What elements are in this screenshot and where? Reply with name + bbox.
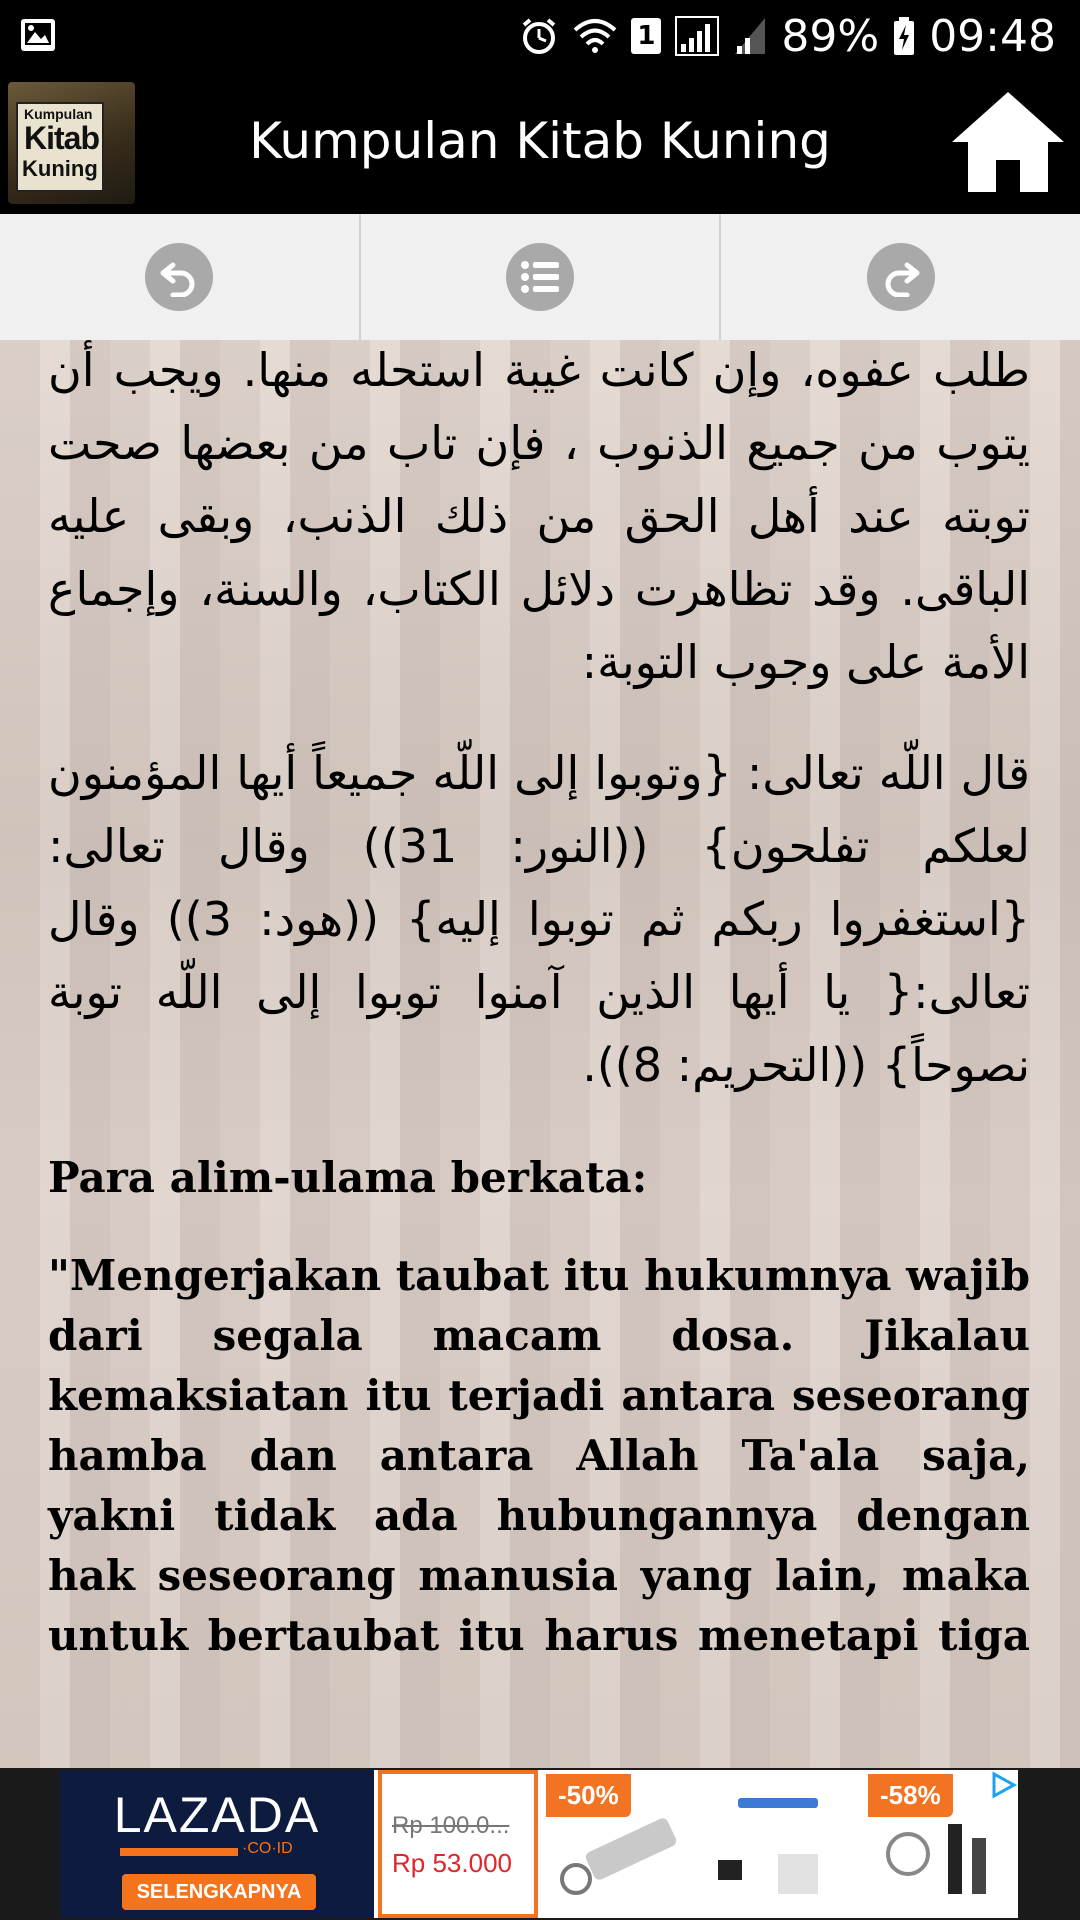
logo-line-3: Kuning xyxy=(22,156,98,181)
app-title: Kumpulan Kitab Kuning xyxy=(249,112,831,170)
redo-arrow-icon xyxy=(867,243,935,311)
lazada-ad-panel[interactable] xyxy=(60,1770,374,1918)
signal-2-icon xyxy=(733,16,767,56)
translation-paragraph: "Mengerjakan taubat itu hukumnya wajib dari segala macam dosa. Jikalau kemaksiatan itu terjadi antara seseorang hamba dan antara Allah Ta'ala saja, yakni tidak ada hubungannya dengan hak seseorang manusia yang lain, maka untuk bertaubat itu harus menetapi tiga xyxy=(48,1251,1030,1660)
battery-charging-icon xyxy=(893,16,915,56)
ad-banner-container xyxy=(0,1768,1080,1920)
undo-arrow-icon xyxy=(145,243,213,311)
next-button[interactable] xyxy=(721,214,1080,340)
home-button[interactable] xyxy=(950,90,1066,194)
logo-line-1: Kumpulan xyxy=(24,106,93,122)
clock-time: 09:48 xyxy=(929,10,1056,62)
logo-line-2: Kitab xyxy=(24,120,99,156)
battery-level: 89% xyxy=(781,10,880,62)
ad-brand-sub xyxy=(120,1842,314,1862)
arabic-paragraph-1: طلب عفوه، وإن كانت غيبة استحله منها. ويجب أن يتوب من جميع الذنوب ، فإن تاب من بعضها صحت توبته عند أهل الحق من ذلك الذنب، وبقى عليه الباقى. وقد تظاهرت دلائل الكتاب، والسنة، وإجماع الأمة على وجوب التوبة: xyxy=(48,343,1030,689)
translation-heading: Para alim-ulama berkata: xyxy=(48,1153,648,1202)
home-icon xyxy=(950,90,1066,194)
discount-badge: -50% xyxy=(546,1774,631,1817)
sim-icon: 1 xyxy=(631,18,661,54)
cable-product-icon xyxy=(708,1774,854,1914)
ad-brand: LAZADA xyxy=(113,1787,321,1843)
arabic-paragraph-2: قال اللّه تعالى: {وتوبوا إلى اللّه جميعاً أيها المؤمنون لعلكم تفلحون} ((النور: 31)) وقال تعالى: {استغفروا ربكم ثم توبوا إليه} ((هود: 3)) وقال تعالى:{ يا أيها الذين آمنوا توبوا إلى اللّه توبة نصوحاً} ((التحريم: 8)). xyxy=(48,746,1031,1092)
signal-icon xyxy=(675,16,719,56)
adchoices-icon[interactable] xyxy=(988,1770,1018,1800)
ad-product-3[interactable] xyxy=(708,1774,854,1914)
previous-button[interactable] xyxy=(0,214,361,340)
wifi-icon xyxy=(573,18,617,54)
app-bar xyxy=(0,72,1080,214)
ad-new-price: Rp 53.000 xyxy=(392,1848,512,1878)
ad-banner[interactable] xyxy=(60,1770,1018,1918)
reading-content[interactable] xyxy=(0,340,1080,1768)
alarm-icon xyxy=(519,16,559,56)
ad-old-price: Rp 100.0... xyxy=(392,1812,510,1839)
ad-product-1[interactable] xyxy=(378,1770,538,1918)
chapter-list-button[interactable] xyxy=(361,214,722,340)
list-icon xyxy=(506,243,574,311)
navigation-toolbar xyxy=(0,214,1080,342)
ad-brand-sub-text: ·CO·ID xyxy=(242,1840,293,1857)
image-notification-icon xyxy=(20,18,56,56)
ad-cta-button[interactable]: SELENGKAPNYA xyxy=(122,1874,316,1910)
ad-product-2[interactable] xyxy=(546,1774,692,1914)
discount-badge: -58% xyxy=(868,1774,953,1817)
status-bar xyxy=(0,0,1080,72)
